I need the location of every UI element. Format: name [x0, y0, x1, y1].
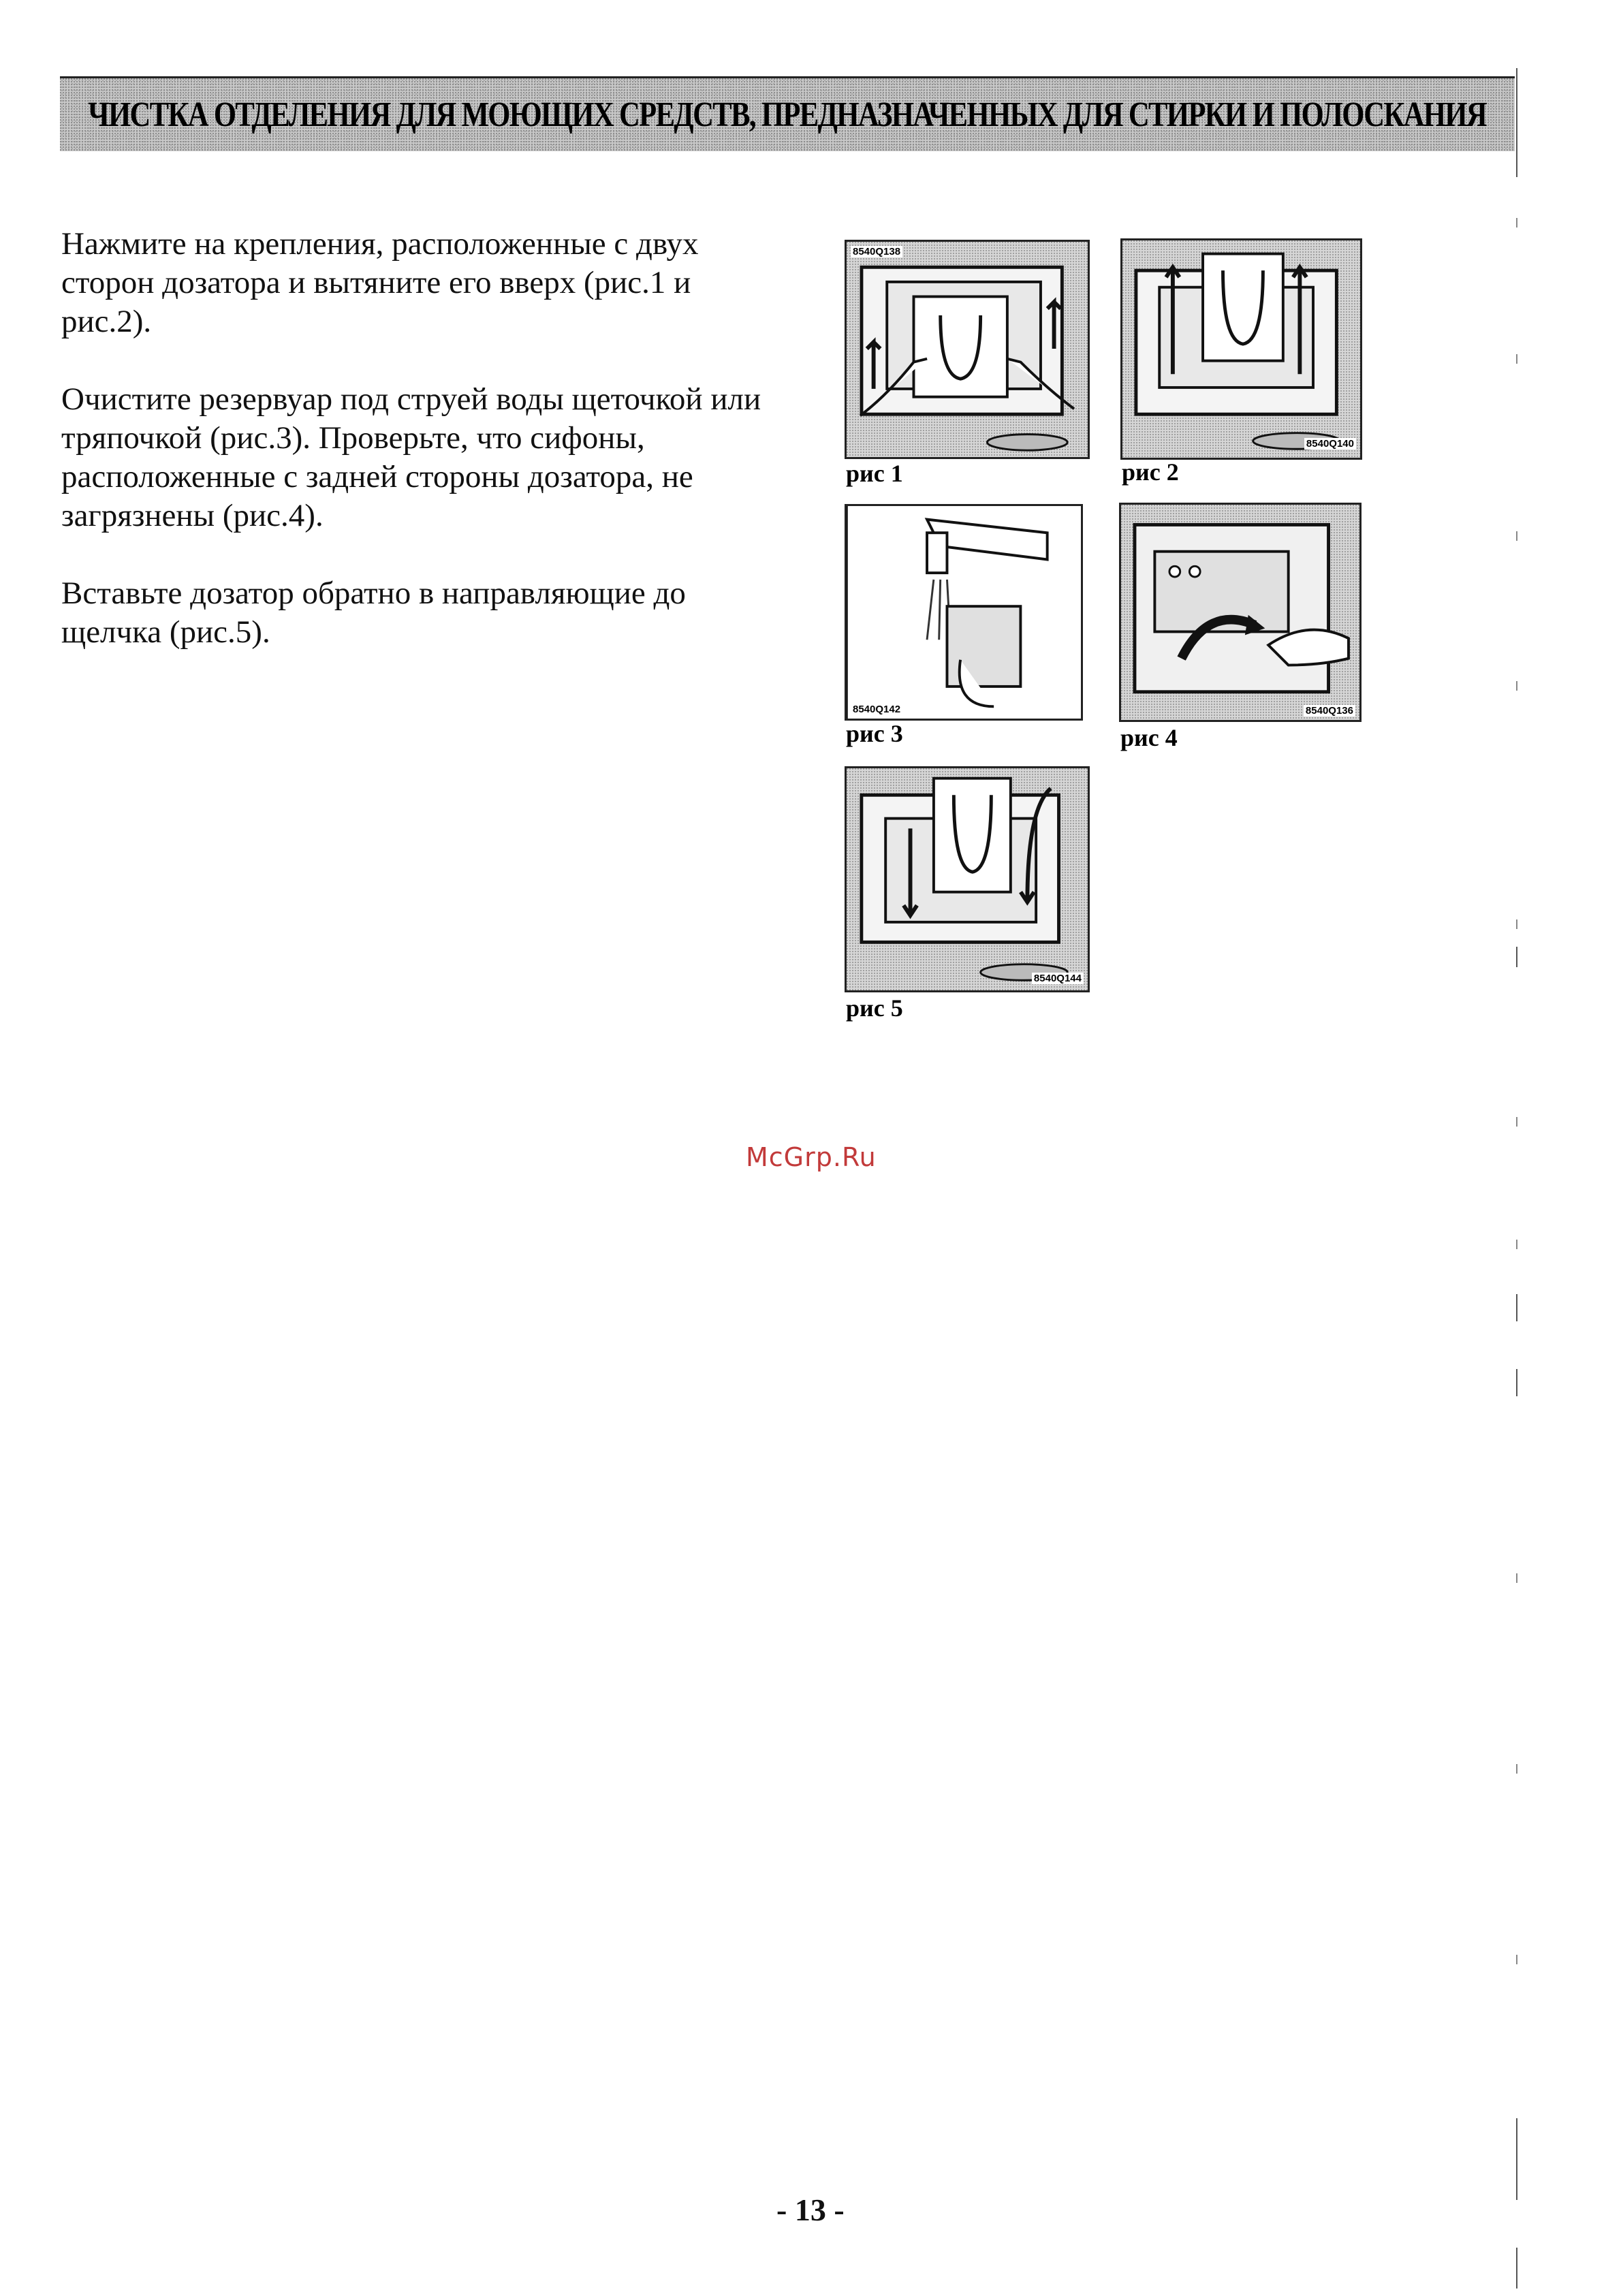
- remove-dispenser-hands-illustration-icon: [845, 240, 1090, 459]
- edge-dash: [1516, 218, 1517, 227]
- instruction-paragraph: Очистите резервуар под струей воды щеточкой или тряпочкой (рис.3). Проверьте, что сифоны, расположенные с задней стороны дозатора, не загрязнены (рис.4).: [61, 381, 761, 533]
- figure-caption: рис 5: [846, 994, 903, 1022]
- edge-dash: [1516, 1117, 1517, 1127]
- figure-caption: рис 3: [846, 720, 903, 747]
- figure-caption: рис 4: [1120, 724, 1178, 751]
- figure-code: 8540Q138: [851, 246, 902, 257]
- check-siphons-illustration-icon: [1119, 503, 1362, 722]
- edge-line: [1516, 1369, 1517, 1396]
- figure-code: 8540Q140: [1304, 438, 1356, 450]
- edge-dash: [1516, 1573, 1517, 1583]
- edge-line: [1516, 947, 1517, 967]
- figure-code: 8540Q136: [1304, 705, 1355, 717]
- figure-5: [845, 766, 1090, 1022]
- watermark: McGrp.Ru: [746, 1142, 877, 1172]
- figure-4: [1119, 503, 1362, 751]
- figure-2: [1120, 238, 1362, 486]
- section-title-bar: [60, 76, 1515, 151]
- instructions-text: [61, 225, 770, 691]
- edge-dash: [1516, 1955, 1517, 1964]
- edge-line: [1516, 2118, 1517, 2200]
- edge-line: [1516, 1294, 1517, 1321]
- edge-dash: [1516, 1764, 1517, 1774]
- figure-1: [845, 240, 1090, 487]
- instruction-paragraph: Нажмите на крепления, расположенные с двух сторон дозатора и вытяните его вверх (рис.1 и рис.2).: [61, 226, 699, 339]
- figure-caption: рис 1: [846, 460, 903, 487]
- figure-code: 8540Q142: [851, 704, 902, 715]
- page-number: - 13 -: [776, 2192, 845, 2227]
- edge-dash: [1516, 919, 1517, 929]
- rinse-under-tap-illustration-icon: [845, 504, 1083, 721]
- insert-dispenser-illustration-icon: [845, 766, 1090, 992]
- instruction-paragraph: Вставьте дозатор обратно в направляющие до щелчка (рис.5).: [61, 576, 686, 650]
- section-title: ЧИСТКА ОТДЕЛЕНИЯ ДЛЯ МОЮЩИХ СРЕДСТВ, ПРЕДНАЗНАЧЕННЫХ ДЛЯ СТИРКИ И ПОЛОСКАНИЯ: [88, 95, 1487, 134]
- lift-dispenser-up-illustration-icon: [1120, 238, 1362, 460]
- figure-code: 8540Q144: [1032, 973, 1084, 984]
- edge-dash: [1516, 1240, 1517, 1249]
- edge-dash: [1516, 681, 1517, 691]
- figure-caption: рис 2: [1122, 458, 1179, 486]
- edge-line: [1516, 68, 1517, 177]
- edge-dash: [1516, 354, 1517, 364]
- edge-dash: [1516, 531, 1517, 541]
- figure-3: [845, 504, 1083, 747]
- edge-line: [1516, 2248, 1517, 2289]
